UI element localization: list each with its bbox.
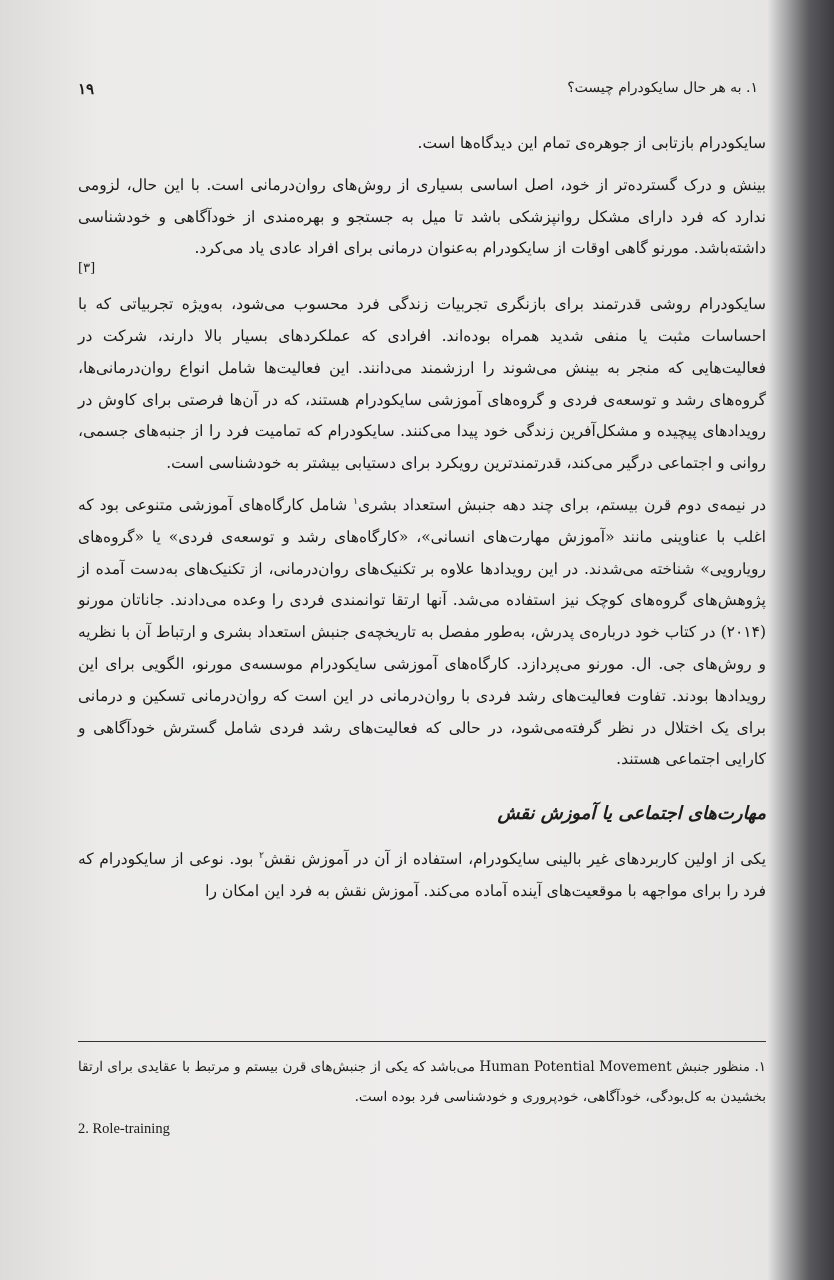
- footnote-marker-2: ۲: [259, 850, 264, 861]
- footnote-1: ۱. منظور جنبش Human Potential Movement می‌باشد که یکی از جنبش‌های قرن بیستم و مرتبط با عقایدی برای ارتقا بخشیدن به کل‌بودگی، خودآگاهی، خودپروری و خودشناسی فرد بوده است.: [78, 1059, 767, 1105]
- paragraph-4: [78, 844, 766, 908]
- footnotes: [78, 1052, 766, 1144]
- citation-ref: [۳]: [78, 261, 96, 277]
- body-text: [78, 128, 766, 918]
- paragraph-3-text-a: در نیمه‌ی دوم قرن بیستم، برای چند دهه جنبش استعداد بشری: [358, 495, 766, 514]
- paragraph-4-text-a: یکی از اولین کاربردهای غیر بالینی سایکودرام، استفاده از آن در آموزش نقش: [263, 849, 767, 868]
- footnote-marker-1: ۱: [353, 496, 358, 507]
- paragraph-0: سایکودرام بازتابی از جوهره‌ی تمام این دیدگاه‌ها است.: [417, 134, 766, 152]
- section-heading: مهارت‌های اجتماعی یا آموزش نقش: [497, 803, 766, 825]
- paragraph-1-text: بینش و درک گسترده‌تر از خود، اصل اساسی بسیاری از روش‌های روان‌درمانی است. با این حال، لزومی ندارد که فرد دارای مشکل روانپزشکی باشد تا میل به جستجو و بهره‌مندی از خودآگاهی و خودشناسی داشته‌باشد. مورنو گاهی اوقات از سایکودرام به‌عنوان درمانی برای افراد عادی یاد می‌کرد.: [78, 175, 766, 258]
- page-number: ۱۹: [78, 80, 95, 98]
- footnote-2: 2. Role-training: [78, 1121, 170, 1137]
- chapter-title: ۱. به هر حال سایکودرام چیست؟: [567, 80, 758, 96]
- paragraph-1: [78, 170, 766, 279]
- paragraph-2: سایکودرام روشی قدرتمند برای بازنگری تجربیات زندگی فرد محسوب می‌شود، به‌ویژه تجربیاتی که با احساسات مثبت یا منفی شدید همراه بوده‌اند. افرادی که عملکردهای بسیار بالا دارند، شرکت در فعالیت‌هایی که منجر به بینش می‌شوند را ارزشمند می‌دانند. این فعالیت‌ها شامل انواع روان‌درمانی‌ها، گروه‌های رشد و توسعه‌ی فردی و گروه‌های آموزشی سایکودرام هستند، که در آن‌ها فرصتی برای کاوش در رویدادهای پیچیده و مشکل‌آفرین زندگی خود پیدا می‌کنند. سایکودرام که تمامیت فرد را از جنبه‌های جسمی، روانی و اجتماعی درگیر می‌کند، قدرتمندترین رویکرد برای دستیابی بیشتر به خودشناسی است.: [78, 295, 766, 473]
- paragraph-4-text-b: بود. نوعی از سایکودرام که فرد را برای مواجهه با موقعیت‌های آینده آماده می‌کند. آموزش نقش به فرد این امکان را: [78, 849, 766, 900]
- paragraph-3-text-b: شامل کارگاه‌های آموزشی متنوعی بود که اغلب با عناوینی مانند «آموزش مهارت‌های انسانی»، «کارگاه‌های رشد و توسعه‌ی فردی» یا «گروه‌های رویارویی» شناخته می‌شدند. در این رویدادها علاوه بر تکنیک‌های روان‌درمانی، از تکنیک‌های به‌دست آمده از پژوهش‌های گروه‌های کوچک نیز استفاده می‌شد. آنها ارتقا توانمندی فردی را وعده می‌دادند. جاناتان مورنو (۲۰۱۴) در کتاب خود درباره‌ی پدرش، به‌طور مفصل به تاریخچه‌ی جنبش استعداد بشری و ارتباط آن با نظریه و روش‌های جی. ال. مورنو می‌پردازد. کارگاه‌های آموزشی سایکودرام موسسه‌ی مورنو، الگویی برای این رویدادها بودند. تفاوت فعالیت‌های رشد فردی با روان‌درمانی در این است که روان‌درمانی تسکین و درمانی برای یک اختلال در نظر گرفته‌می‌شود، در حالی که فعالیت‌های رشد فردی شامل گسترش خودآگاهی و کارایی اجتماعی هستند.: [78, 495, 766, 769]
- footnote-divider: [78, 1041, 766, 1042]
- paragraph-3: [78, 490, 766, 776]
- running-header: [78, 80, 758, 104]
